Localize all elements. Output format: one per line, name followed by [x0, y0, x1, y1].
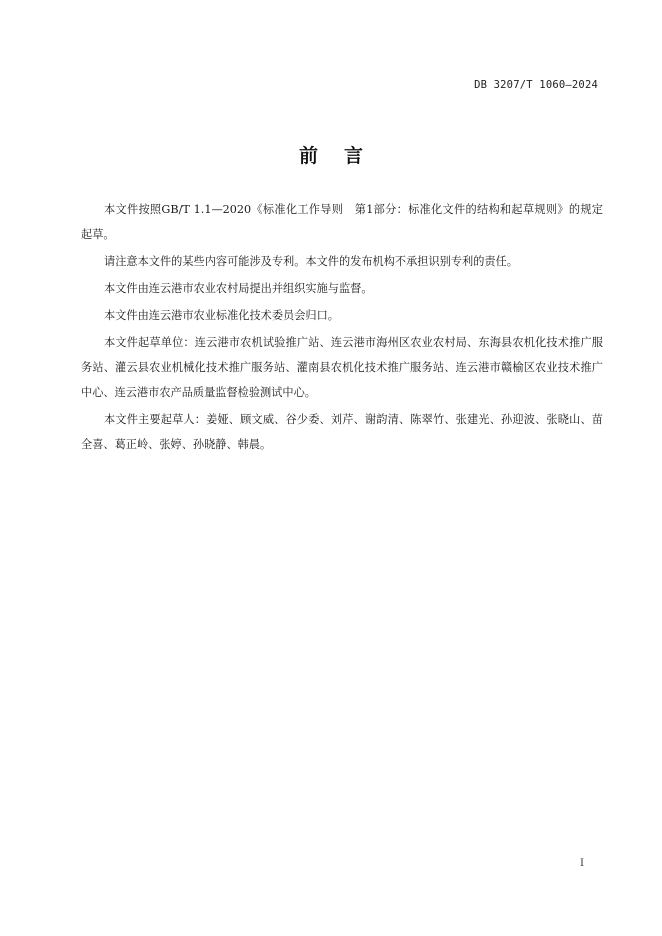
foreword-body: [81, 197, 603, 459]
paragraph-proposer: 本文件由连云港市农业农村局提出并组织实施与监督。: [104, 282, 373, 295]
paragraph-drafters: 本文件主要起草人：姜娅、顾文威、谷少委、刘芹、谢韵清、陈翠竹、张建光、孙迎波、张晓山、苗全喜、葛正岭、张婷、孙晓静、韩晨。: [81, 413, 603, 451]
page-number: I: [580, 858, 584, 869]
document-code: DB 3207/T 1060—2024: [474, 79, 598, 91]
paragraph-drafting-rules: 本文件按照GB/T 1.1—2020《标准化工作导则 第1部分：标准化文件的结构和起草规则》的规定起草。: [81, 203, 603, 241]
paragraph-patent-notice: 请注意本文件的某些内容可能涉及专利。本文件的发布机构不承担识别专利的责任。: [104, 255, 518, 268]
page-title: 前言: [298, 145, 389, 167]
paragraph-technical-committee: 本文件由连云港市农业标准化技术委员会归口。: [104, 309, 339, 322]
paragraph-drafting-units: 本文件起草单位：连云港市农机试验推广站、连云港市海州区农业农村局、东海县农机化技术推广服务站、灌云县农业机械化技术推广服务站、灌南县农机化技术推广服务站、连云港市赣榆区农业技术推广中心、连云港市农产品质量监督检验测试中心。: [81, 336, 603, 399]
